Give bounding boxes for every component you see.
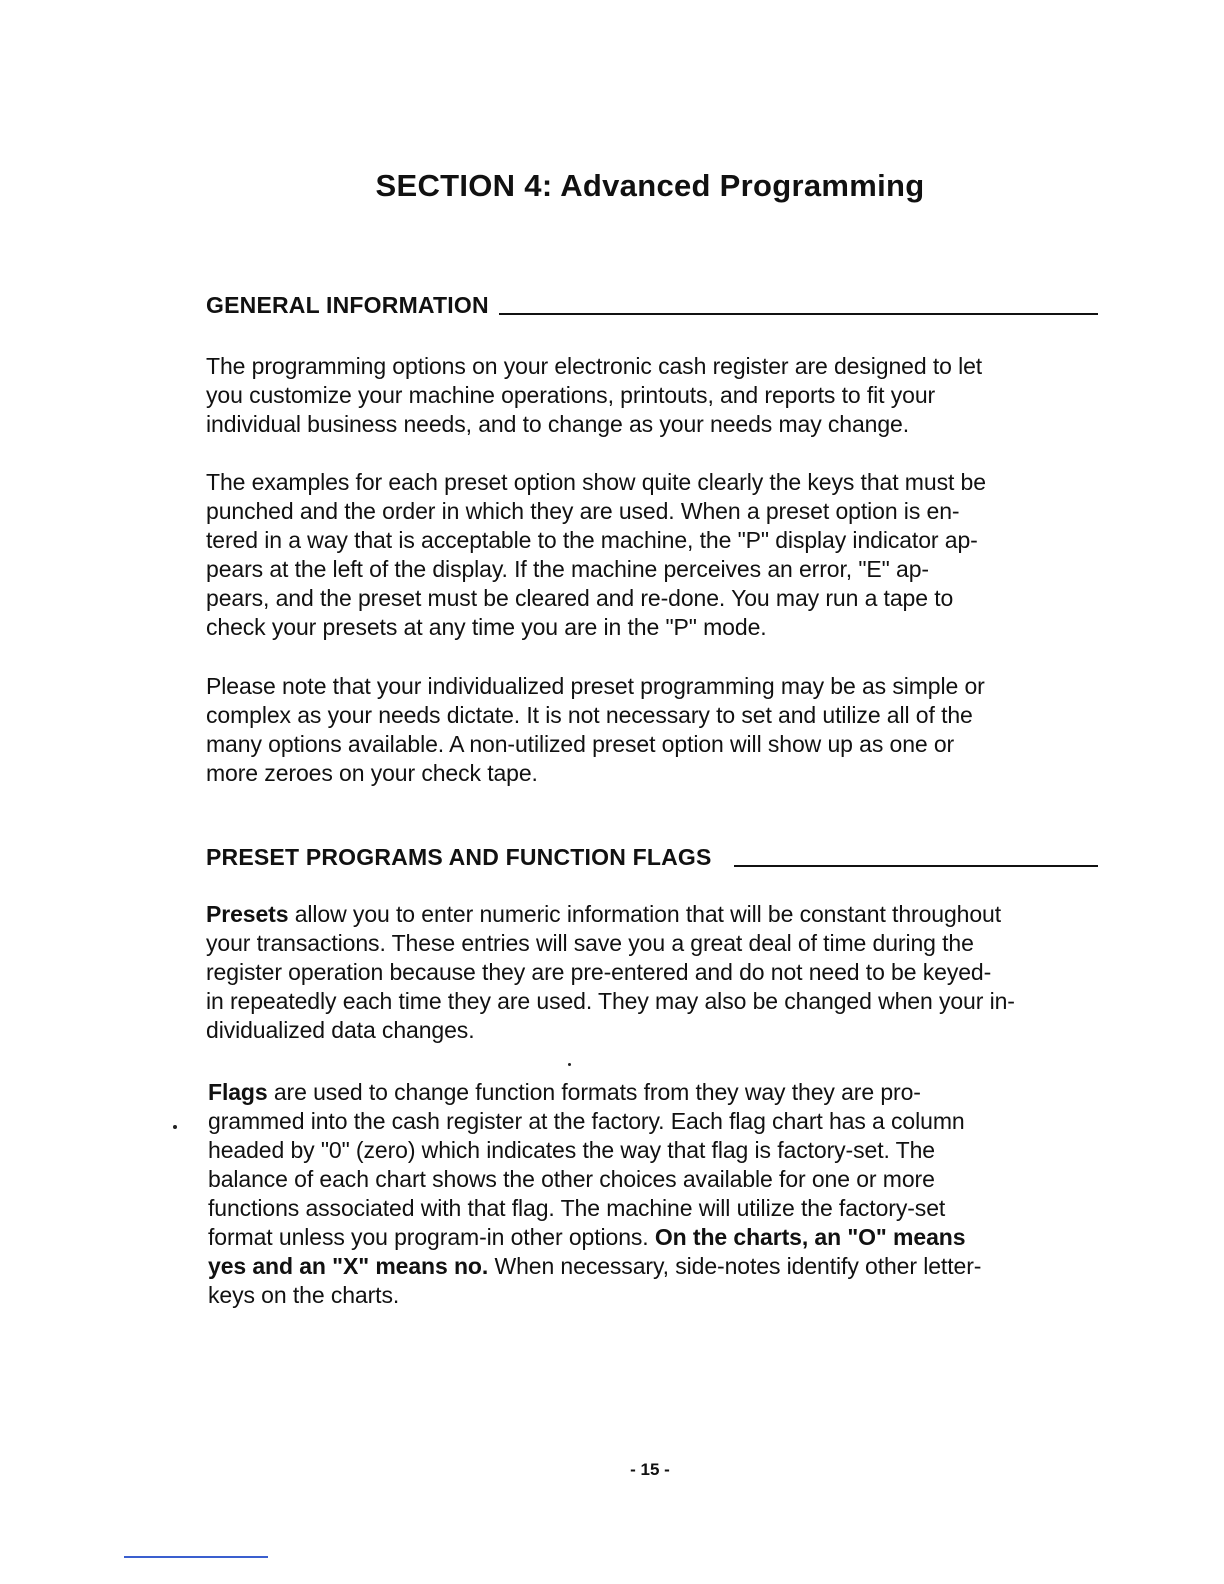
paragraph-preset-examples <box>206 468 1098 642</box>
paragraph-intro <box>206 352 1098 439</box>
text-line: register operation because they are pre-entered and do not need to be keyed- <box>206 959 992 985</box>
text-fragment: allow you to enter numeric information that will be constant throughout <box>288 901 1002 927</box>
section-heading-label: PRESET PROGRAMS AND FUNCTION FLAGS <box>206 844 712 870</box>
text-line: punched and the order in which they are used. When a preset option is en- <box>206 498 960 524</box>
paragraph-presets <box>206 900 1098 1045</box>
stray-mark <box>568 1063 571 1066</box>
text-line: tered in a way that is acceptable to the machine, the "P" display indicator ap- <box>206 527 978 553</box>
text-line: dividualized data changes. <box>206 1017 475 1043</box>
text-line: The examples for each preset option show quite clearly the keys that must be <box>206 469 986 495</box>
text-line: headed by "0" (zero) which indicates the way that flag is factory-set. The <box>208 1137 935 1163</box>
text-fragment: are used to change function formats from they way they are pro- <box>267 1079 921 1105</box>
term-flags: Flags <box>208 1079 268 1105</box>
text-fragment: format unless you program-in other options. <box>208 1224 655 1250</box>
page-title: SECTION 4: Advanced Programming <box>375 168 925 203</box>
text-line: Please note that your individualized preset programming may be as simple or <box>206 673 985 699</box>
text-line: balance of each chart shows the other choices available for one or more <box>208 1166 935 1192</box>
emphasis-chart-legend: On the charts, an "O" means <box>654 1224 966 1250</box>
heading-rule <box>734 865 1098 867</box>
emphasis-chart-legend: yes and an "X" means no. <box>208 1253 489 1279</box>
bottom-edge-mark <box>124 1556 268 1558</box>
text-line: many options available. A non-utilized preset option will show up as one or <box>206 731 955 757</box>
text-line: The programming options on your electronic cash register are designed to let <box>206 353 983 379</box>
text-line: in repeatedly each time they are used. They may also be changed when your in- <box>206 988 1015 1014</box>
text-line <box>206 900 1098 929</box>
text-line: functions associated with that flag. The machine will utilize the factory-set <box>208 1195 946 1221</box>
text-line: individual business needs, and to change as your needs may change. <box>206 411 910 437</box>
text-line: complex as your needs dictate. It is not necessary to set and utilize all of the <box>206 702 973 728</box>
text-line: pears, and the preset must be cleared and re-done. You may run a tape to <box>206 585 954 611</box>
section-heading-label: GENERAL INFORMATION <box>206 292 489 318</box>
text-line <box>208 1223 1100 1252</box>
text-line: you customize your machine operations, printouts, and reports to fit your <box>206 382 936 408</box>
text-line: grammed into the cash register at the factory. Each flag chart has a column <box>208 1108 965 1134</box>
stray-mark <box>173 1125 177 1129</box>
text-line <box>208 1078 1100 1107</box>
page-number: - 15 - <box>630 1460 670 1479</box>
text-line: your transactions. These entries will save you a great deal of time during the <box>206 930 974 956</box>
text-line: check your presets at any time you are in the "P" mode. <box>206 614 767 640</box>
text-line: keys on the charts. <box>208 1282 400 1308</box>
text-fragment: When necessary, side-notes identify other letter- <box>488 1253 982 1279</box>
section-heading-preset-programs <box>206 844 1098 871</box>
heading-rule <box>499 313 1098 315</box>
section-heading-general-information <box>206 292 1098 319</box>
paragraph-individualized-programming <box>206 672 1098 788</box>
text-line: pears at the left of the display. If the machine perceives an error, "E" ap- <box>206 556 929 582</box>
paragraph-flags <box>208 1078 1100 1310</box>
term-presets: Presets <box>206 901 289 927</box>
text-line: more zeroes on your check tape. <box>206 760 538 786</box>
text-line <box>208 1252 1100 1281</box>
